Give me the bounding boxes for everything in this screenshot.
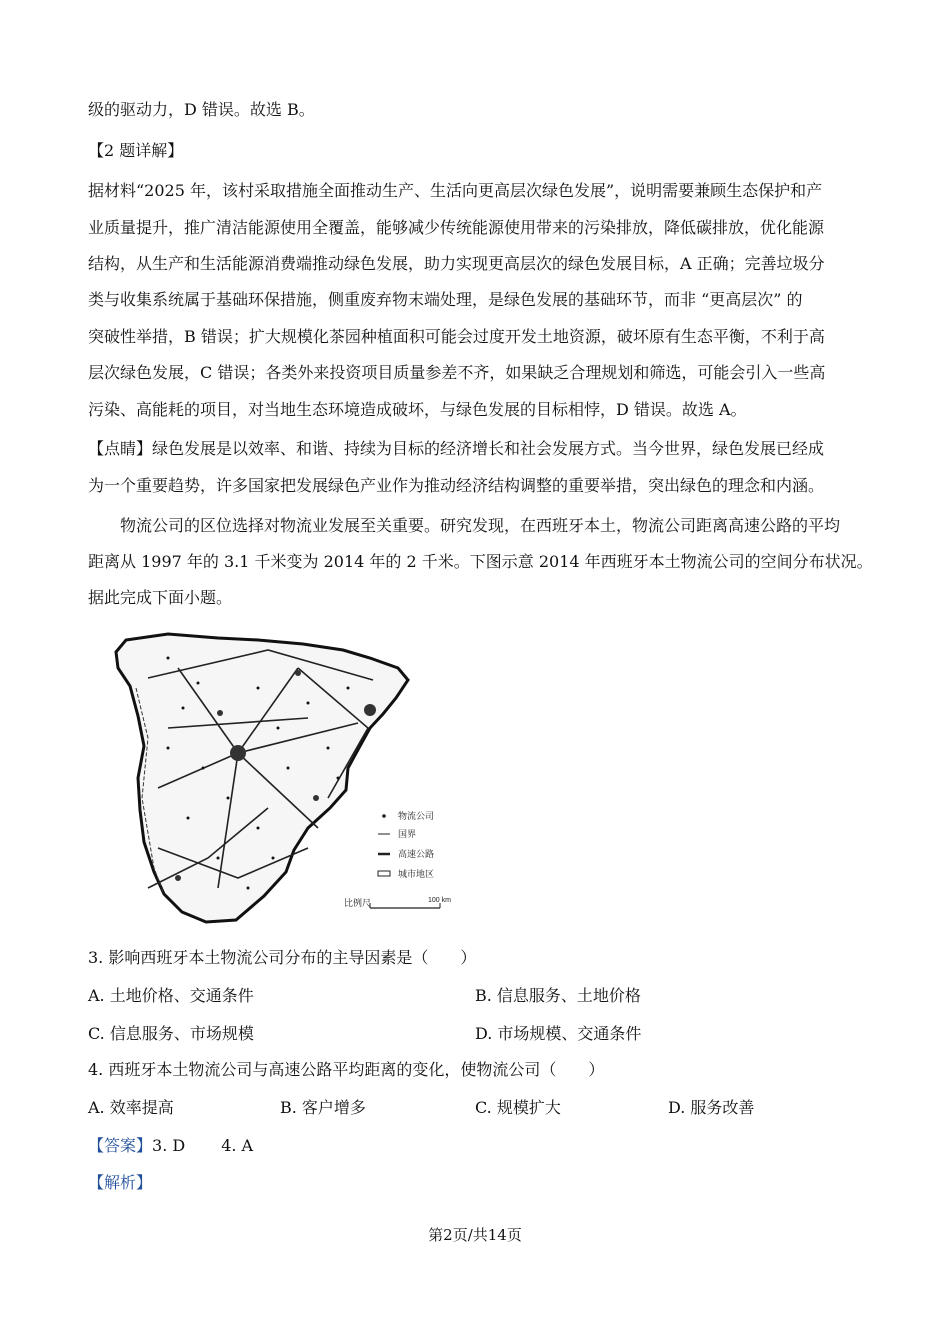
q3-option-c[interactable]: C. 信息服务、市场规模 — [88, 1024, 254, 1043]
q4-option-d[interactable]: D. 服务改善 — [668, 1098, 755, 1117]
answer-4: 4. A — [221, 1136, 254, 1155]
text-line-5: 结构，从生产和生活能源消费端推动绿色发展，助力实现更高层次的绿色发展目标，A 正确；完善垃圾分 — [88, 254, 825, 273]
analysis-label: 【解析】 — [88, 1173, 153, 1192]
tip-line-2: 为一个重要趋势，许多国家把发展绿色产业作为推动经济结构调整的重要举措，突出绿色的理念和内涵。 — [88, 476, 825, 495]
material-line-1: 物流公司的区位选择对物流业发展至关重要。研究发现，在西班牙本土，物流公司距离高速公路的平均 — [88, 516, 841, 535]
text-line-9: 污染、高能耗的项目，对当地生态环境造成破坏，与绿色发展的目标相悖，D 错误。故选 A。 — [88, 400, 747, 419]
q3-option-a[interactable]: A. 土地价格、交通条件 — [88, 986, 254, 1005]
text-line-1: 级的驱动力，D 错误。故选 B。 — [88, 100, 315, 119]
legend-urban: 城市地区 — [398, 869, 435, 879]
section-heading-q2: 【2 题详解】 — [88, 141, 184, 160]
q3-stem: 3. 影响西班牙本土物流公司分布的主导因素是（ ） — [88, 948, 477, 967]
material-line-2: 距离从 1997 年的 3.1 千米变为 2014 年的 2 千米。下图示意 2014 年西班牙本土物流公司的空间分布状况。 — [88, 552, 873, 571]
q3-option-b[interactable]: B. 信息服务、土地价格 — [475, 986, 641, 1005]
page-footer: 第2页/共14页 — [428, 1226, 522, 1244]
q4-option-b[interactable]: B. 客户增多 — [280, 1098, 366, 1117]
q4-option-a[interactable]: A. 效率提高 — [88, 1098, 174, 1117]
text-line-6: 类与收集系统属于基础环保措施，侧重废弃物末端处理，是绿色发展的基础环节，而非 “更高层次” 的 — [88, 290, 803, 309]
text-line-3: 据材料“2025 年，该村采取措施全面推动生产、生活向更高层次绿色发展”，说明需要兼顾生态保护和产 — [88, 181, 823, 200]
answer-row — [88, 1136, 253, 1156]
tip-line-1: 【点睛】绿色发展是以效率、和谐、持续为目标的经济增长和社会发展方式。当今世界，绿色发展已经成 — [88, 439, 825, 458]
scale-label: 比例尺 — [344, 898, 372, 908]
text-line-8: 层次绿色发展，C 错误；各类外来投资项目质量参差不齐，如果缺乏合理规划和筛选，可能会引入一些高 — [88, 363, 826, 382]
spain-logistics-map — [108, 628, 468, 928]
material-line-3: 据此完成下面小题。 — [88, 588, 233, 607]
legend-highway: 高速公路 — [398, 849, 435, 859]
scale-value: 100 km — [428, 897, 451, 904]
legend-logistics: 物流公司 — [398, 811, 435, 821]
text-line-7: 突破性举措，B 错误；扩大规模化茶园种植面积可能会过度开发土地资源，破坏原有生态平衡，不利于高 — [88, 327, 825, 346]
text-line-4: 业质量提升，推广清洁能源使用全覆盖，能够减少传统能源使用带来的污染排放，降低碳排放，优化能源 — [88, 218, 825, 237]
answer-3: 3. D — [152, 1136, 186, 1155]
legend-border: 国界 — [398, 829, 417, 839]
q4-stem: 4. 西班牙本土物流公司与高速公路平均距离的变化，使物流公司（ ） — [88, 1060, 605, 1079]
q3-option-d[interactable]: D. 市场规模、交通条件 — [475, 1024, 642, 1043]
answer-label: 【答案】 — [88, 1136, 153, 1155]
q4-option-c[interactable]: C. 规模扩大 — [475, 1098, 561, 1117]
map-legend — [344, 810, 451, 908]
